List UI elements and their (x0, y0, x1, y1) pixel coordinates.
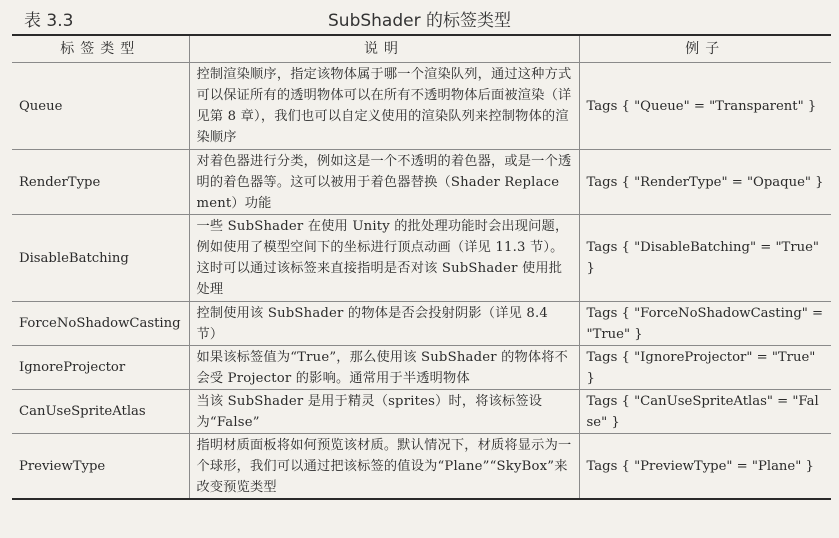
description-cell: 对着色器进行分类，例如这是一个不透明的着色器，或是一个透明的着色器等。这可以被用于着色器替换（Shader Replacement）功能 (189, 150, 579, 215)
example-cell: Tags { "ForceNoShadowCasting" = "True" } (579, 302, 831, 346)
example-cell: Tags { "Queue" = "Transparent" } (579, 63, 831, 150)
header-example: 例子 (579, 35, 831, 63)
tag-name-cell: IgnoreProjector (12, 346, 189, 390)
example-cell: Tags { "CanUseSpriteAtlas" = "False" } (579, 390, 831, 434)
example-cell: Tags { "DisableBatching" = "True" } (579, 215, 831, 302)
tag-name-cell: Queue (12, 63, 189, 150)
description-cell: 指明材质面板将如何预览该材质。默认情况下，材质将显示为一个球形，我们可以通过把该标签的值设为“Plane”“SkyBox”来改变预览类型 (189, 434, 579, 500)
description-cell: 控制使用该 SubShader 的物体是否会投射阴影（详见 8.4 节） (189, 302, 579, 346)
header-description: 说明 (189, 35, 579, 63)
header-tag-type: 标签类型 (12, 35, 189, 63)
table-row (12, 63, 831, 150)
tag-name-cell: CanUseSpriteAtlas (12, 390, 189, 434)
table-row (12, 434, 831, 500)
tag-name-cell: RenderType (12, 150, 189, 215)
example-cell: Tags { "PreviewType" = "Plane" } (579, 434, 831, 500)
table-row (12, 302, 831, 346)
tag-name-cell: DisableBatching (12, 215, 189, 302)
table-caption (0, 0, 839, 34)
table-number: 表 3.3 (24, 11, 74, 31)
table-row (12, 215, 831, 302)
description-cell: 一些 SubShader 在使用 Unity 的批处理功能时会出现问题，例如使用了模型空间下的坐标进行顶点动画（详见 11.3 节）。这时可以通过该标签来直接指明是否对该 SubShader 使用批处理 (189, 215, 579, 302)
description-cell: 如果该标签值为“True”，那么使用该 SubShader 的物体将不会受 Projector 的影响。通常用于半透明物体 (189, 346, 579, 390)
table-row (12, 150, 831, 215)
tag-name-cell: ForceNoShadowCasting (12, 302, 189, 346)
tag-name-cell: PreviewType (12, 434, 189, 500)
table-row (12, 390, 831, 434)
table-title: SubShader 的标签类型 (328, 11, 511, 31)
description-cell: 控制渲染顺序，指定该物体属于哪一个渲染队列，通过这种方式可以保证所有的透明物体可以在所有不透明物体后面被渲染（详见第 8 章），我们也可以自定义使用的渲染队列来控制物体的渲染顺序 (189, 63, 579, 150)
table-header-row (12, 35, 831, 63)
example-cell: Tags { "RenderType" = "Opaque" } (579, 150, 831, 215)
table-row (12, 346, 831, 390)
description-cell: 当该 SubShader 是用于精灵（sprites）时，将该标签设为“False” (189, 390, 579, 434)
subshader-tags-table (12, 34, 831, 500)
example-cell: Tags { "IgnoreProjector" = "True" } (579, 346, 831, 390)
